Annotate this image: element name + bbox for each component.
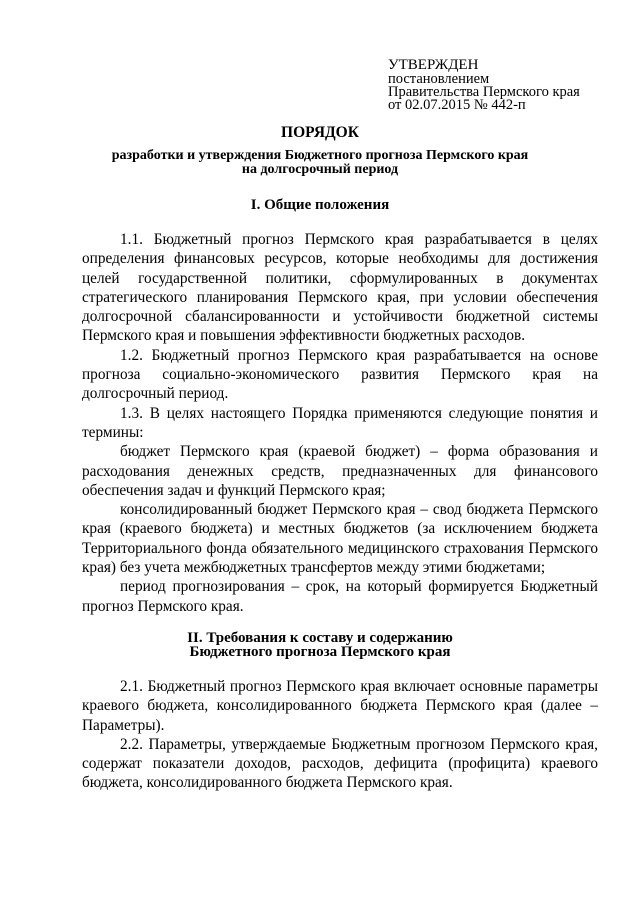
paragraph-1-2: 1.2. Бюджетный прогноз Пермского края разрабатывается на основе прогноза социально-экономического развития Пермского края на долгосрочный период. [82,346,598,403]
section-2-body [82,677,598,793]
section-2-heading-line-2: Бюджетного прогноза Пермского края [189,644,451,660]
document-title: ПОРЯДОК [281,124,359,141]
document-subtitle [82,149,558,177]
section-2-heading [82,631,558,659]
approval-line-approved: УТВЕРЖДЕН [388,57,479,73]
approval-line-government: Правительства Пермского края [388,84,580,100]
section-1-heading: I. Общие положения [250,197,390,213]
paragraph-2-1: 2.1. Бюджетный прогноз Пермского края включает основные параметры краевого бюджета, консолидированного бюджета Пермского края (далее – Параметры). [82,678,598,734]
paragraph-1-1: 1.1. Бюджетный прогноз Пермского края разрабатывается в целях определения финансовых ресурсов, которые необходимы для достижения целей государственной политики, сформулированных в документах стратегического планирования Пермского края, при условии обеспечения долгосрочной сбалансированности и устойчивости бюджетной системы Пермского края и повышения эффективности бюджетных расходов. [82,231,598,345]
section-2-heading-line-1: II. Требования к составу и содержанию [187,630,453,646]
paragraph-1-3: 1.3. В целях настоящего Порядка применяются следующие понятия и термины: [82,404,598,441]
document-subtitle-line-1: разработки и утверждения Бюджетного прогноза Пермского края [111,148,529,163]
approval-line-resolution: постановлением [388,71,490,87]
term-regional-budget: бюджет Пермского края (краевой бюджет) – форма образования и расходования денежных средств, предназначенных для финансового обеспечения задач и функций Пермского края; [82,443,598,499]
paragraph-2-2: 2.2. Параметры, утверждаемые Бюджетным прогнозом Пермского края, содержат показатели доходов, расходов, дефицита (профицита) краевого бюджета, консолидированного бюджета Пермского края. [82,735,598,792]
term-consolidated-budget: консолидированный бюджет Пермского края – свод бюджета Пермского края (краевого бюджета) и местных бюджетов (за исключением бюджета Территориального фонда обязательного медицинского страхования Пермского края) без учета межбюджетных трансфертов между этими бюджетами; [82,501,598,577]
approval-stamp [388,58,628,112]
document-subtitle-line-2: на долгосрочный период [241,162,399,177]
term-forecast-period: период прогнозирования – срок, на который формируется Бюджетный прогноз Пермского края. [82,578,598,615]
approval-line-date-number: от 02.07.2015 № 442-п [388,97,526,113]
section-1-body [82,230,598,616]
